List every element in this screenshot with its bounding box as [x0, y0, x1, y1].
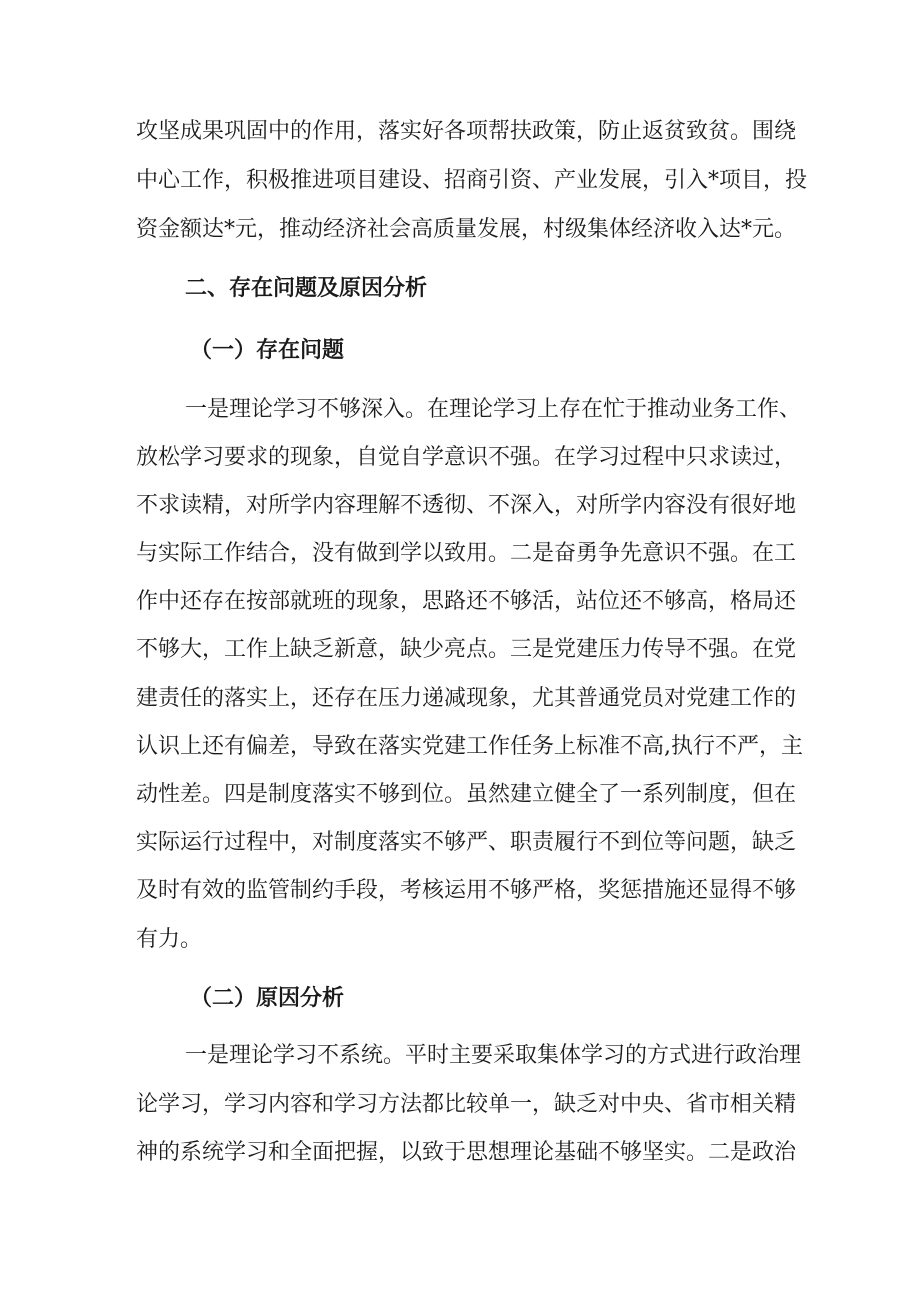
problem-line-6: 不够大，工作上缺乏新意，缺少亮点。三是党建压力传导不强。在党	[136, 637, 797, 662]
problem-line-11: 及时有效的监管制约手段，考核运用不够严格，奖惩措施还显得不够	[136, 878, 797, 903]
problem-line-5: 作中还存在按部就班的现象，思路还不够活，站位还不够高，格局还	[136, 589, 797, 614]
problem-line-10: 实际运行过程中，对制度落实不够严、职责履行不到位等问题，缺乏	[136, 830, 797, 855]
subsection-2-heading: （二）原因分析	[190, 985, 345, 1011]
problem-line-2: 放松学习要求的现象，自觉自学意识不强。在学习过程中只求读过，	[136, 445, 797, 470]
cause-line-1: 一是理论学习不系统。平时主要采取集体学习的方式进行政治理	[185, 1043, 802, 1068]
intro-line-3: 资金额达*元，推动经济社会高质量发展，村级集体经济收入达*元。	[136, 217, 797, 242]
cause-line-2: 论学习，学习内容和学习方法都比较单一，缺乏对中央、省市相关精	[136, 1092, 797, 1117]
problem-line-7: 建责任的落实上，还存在压力递减现象，尤其普通党员对党建工作的	[136, 686, 797, 711]
subsection-1-heading: （一）存在问题	[190, 337, 345, 363]
cause-line-3: 神的系统学习和全面把握，以致于思想理论基础不够坚实。二是政治	[136, 1140, 797, 1165]
problem-line-9: 动性差。四是制度落实不够到位。虽然建立健全了一系列制度，但在	[136, 782, 797, 807]
section-heading: 二、存在问题及原因分析	[185, 275, 428, 301]
intro-line-2: 中心工作，积极推进项目建设、招商引资、产业发展，引入*项目，投	[136, 168, 808, 193]
problem-line-8: 认识上还有偏差，导致在落实党建工作任务上标准不高,执行不严，主	[136, 734, 803, 759]
problem-line-3: 不求读精，对所学内容理解不透彻、不深入，对所学内容没有很好地	[136, 493, 797, 518]
intro-line-1: 攻坚成果巩固中的作用，落实好各项帮扶政策，防止返贫致贫。围绕	[136, 119, 797, 144]
problem-line-4: 与实际工作结合，没有做到学以致用。二是奋勇争先意识不强。在工	[136, 541, 797, 566]
problem-line-1: 一是理论学习不够深入。在理论学习上存在忙于推动业务工作、	[185, 397, 802, 422]
problem-line-12: 有力。	[136, 927, 203, 952]
